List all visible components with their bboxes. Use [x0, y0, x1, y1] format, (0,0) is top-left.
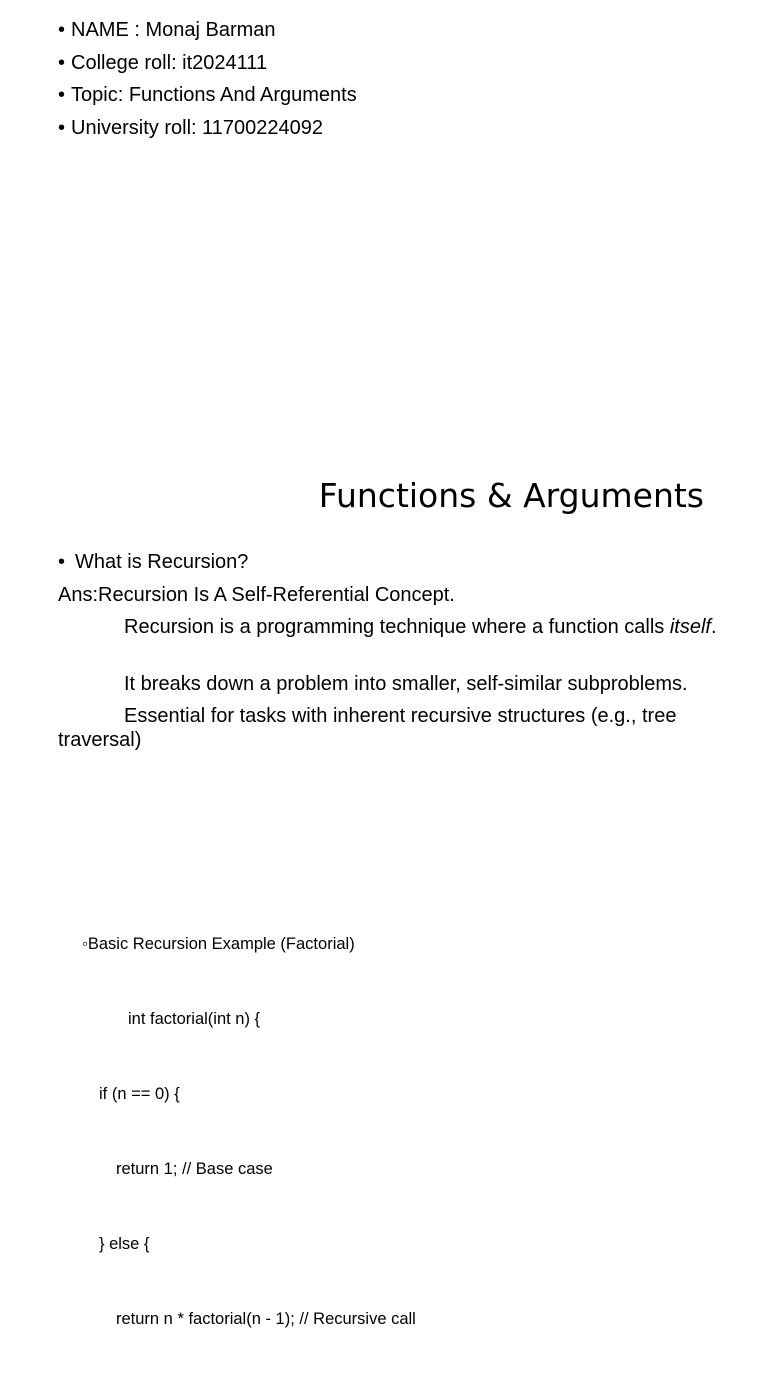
- code-line: return n * factorial(n - 1); // Recursive call: [116, 1310, 416, 1328]
- student-info-list: [58, 14, 738, 144]
- code-heading: ◦ Basic Recursion Example (Factorial): [82, 932, 416, 957]
- topic: • Topic: Functions And Arguments: [58, 79, 738, 112]
- slide-title: Functions & Arguments: [318, 476, 704, 515]
- answer-line: Ans:Recursion Is A Self-Referential Concept.: [58, 584, 455, 606]
- code-line: int factorial(int n) {: [128, 1010, 261, 1028]
- student-name: • NAME : Monaj Barman: [58, 14, 738, 47]
- code-example: [82, 882, 416, 1382]
- point-definition-text: Recursion is a programming technique where a function calls: [124, 616, 670, 638]
- point-definition-emphasis: itself: [669, 616, 711, 638]
- point-definition-end: .: [710, 616, 717, 638]
- point-definition: [58, 615, 718, 639]
- question-bullet: [58, 550, 718, 574]
- code-line: } else {: [99, 1235, 150, 1253]
- question-text: What is Recursion?: [75, 551, 249, 573]
- point-breakdown: It breaks down a problem into smaller, self-similar subproblems.: [124, 673, 688, 695]
- point-essential: Essential for tasks with inherent recursive structures (e.g., tree traversal): [58, 705, 677, 751]
- college-roll: • College roll: it2024111: [58, 47, 738, 80]
- university-roll: • University roll: 11700224092: [58, 112, 738, 145]
- code-line: if (n == 0) {: [99, 1085, 180, 1103]
- code-line: return 1; // Base case: [116, 1160, 273, 1178]
